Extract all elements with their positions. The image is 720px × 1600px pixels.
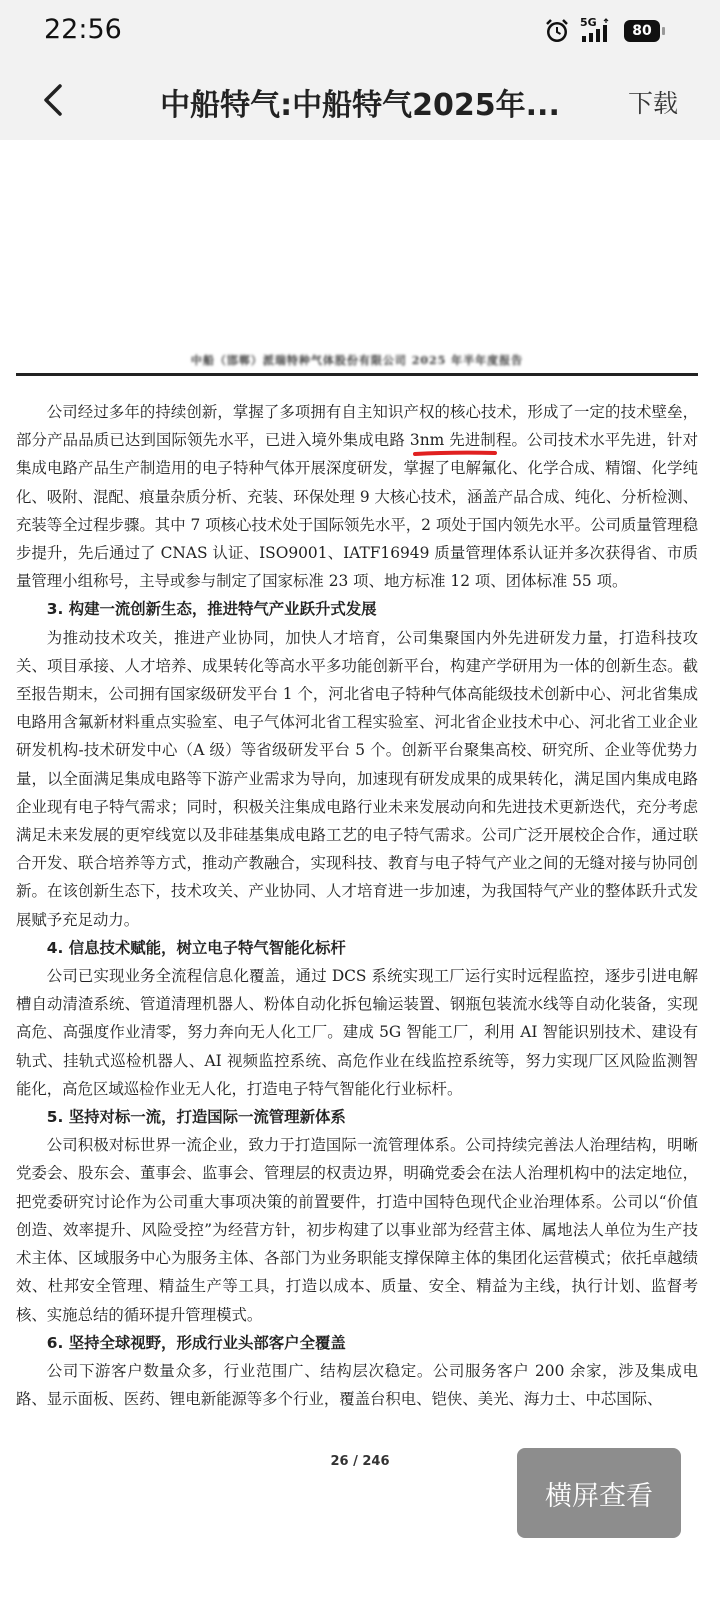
cellular-signal-icon: [580, 18, 614, 44]
alarm-icon: [544, 18, 570, 44]
top-navigation-bar: [0, 62, 720, 140]
document-body: [16, 398, 698, 1413]
back-chevron-icon[interactable]: [36, 80, 72, 120]
section-heading: 4. 信息技术赋能，树立电子特气智能化标杆: [46, 938, 346, 957]
battery-level: 80: [632, 23, 652, 39]
download-button[interactable]: 下载: [627, 89, 678, 118]
status-icons: [544, 18, 660, 44]
document-title: 中船特气:中船特气2025年...: [160, 88, 560, 120]
page-running-header: 中船（邯郸）派瑞特种气体股份有限公司 2025 年半年度报告: [190, 354, 524, 367]
header-rule: [16, 373, 698, 376]
status-time: 22:56: [44, 14, 122, 45]
red-underline-annotation: [413, 449, 497, 457]
section-heading: 3. 构建一流创新生态，推进特气产业跃升式发展: [46, 600, 377, 619]
network-type-label: 5G: [580, 16, 597, 29]
battery-cap: [662, 27, 665, 35]
page-indicator: 26 / 246: [330, 1454, 390, 1469]
section-heading: 5. 坚持对标一流，打造国际一流管理新体系: [46, 1108, 346, 1127]
status-bar: [0, 0, 720, 62]
paragraph: 公司经过多年的持续创新，掌握了多项拥有自主知识产权的核心技术，形成了一定的技术壁垒，部分产品品质已达到国际领先水平，已进入境外集成电路 3nm 先进制程。公司技术水平先进，针对集成电路产品生产制造用的电子特种气体开展深度研发，掌握了电解氟化、化学合成、精馏、化学纯化、吸附、混配、痕量杂质分析、充装、环保处理 9 大核心技术，涵盖产品合成、纯化、分析检测、充装等全过程步骤。其中 7 项核心技术处于国际领先水平，2 项处于国内领先水平。公司质量管理稳步提升，先后通过了 CNAS 认证、ISO9001、IATF16949 质量管理体系认证并多次获得省、市质量管理小组称号，主导或参与制定了国家标准 23 项、地方标准 12 项、团体标准 55 项。: [16, 403, 698, 591]
section-heading: 6. 坚持全球视野，形成行业头部客户全覆盖: [46, 1333, 346, 1352]
paragraph: 公司下游客户数量众多，行业范围广、结构层次稳定。公司服务客户 200 余家，涉及集成电路、显示面板、医药、锂电新能源等多个行业，覆盖台积电、铠侠、美光、海力士、中芯国际、: [16, 1361, 698, 1409]
battery-icon: [624, 20, 660, 42]
document-viewer[interactable]: [0, 140, 720, 1600]
paragraph: 公司已实现业务全流程信息化覆盖，通过 DCS 系统实现工厂运行实时远程监控，逐步引进电解槽自动清渣系统、管道清理机器人、粉体自动化拆包输运装置、钢瓶包装流水线等自动化装备，实现高危、高强度作业清零，努力奔向无人化工厂。建成 5G 智能工厂，利用 AI 智能识别技术、建设有轨式、挂轨式巡检机器人、AI 视频监控系统、高危作业在线监控系统等，努力实现厂区风险监测智能化，高危区域巡检作业无人化，打造电子特气智能化行业标杆。: [16, 967, 698, 1098]
paragraph: 公司积极对标世界一流企业，致力于打造国际一流管理体系。公司持续完善法人治理结构，明晰党委会、股东会、董事会、监事会、管理层的权责边界，明确党委会在法人治理机构中的法定地位，把党委研究讨论作为公司重大事项决策的前置要件，打造中国特色现代企业治理体系。公司以“价值创造、效率提升、风险受控”为经营方针，初步构建了以事业部为经营主体、属地法人单位为生产技术主体、区域服务中心为服务主体、各部门为业务职能支撑保障主体的集团化运营模式；依托卓越绩效、杜邦安全管理、精益生产等工具，打造以成本、质量、安全、精益为主线，执行计划、监督考核、实施总结的循环提升管理模式。: [16, 1136, 698, 1324]
landscape-view-button[interactable]: 横屏查看: [517, 1448, 681, 1538]
paragraph: 为推动技术攻关，推进产业协同，加快人才培育，公司集聚国内外先进研发力量，打造科技攻关、项目承接、人才培养、成果转化等高水平多功能创新平台，构建产学研用为一体的创新生态。截至报告期末，公司拥有国家级研发平台 1 个，河北省电子特种气体高能级技术创新中心、河北省集成电路用含氟新材料重点实验室、电子气体河北省工程实验室、河北省企业技术中心、河北省工业企业研发机构-技术研发中心（A 级）等省级研发平台 5 个。创新平台聚集高校、研究所、企业等优势力量，以全面满足集成电路等下游产业需求为导向，加速现有研发成果的成果转化，满足国内集成电路企业现有电子特气需求；同时，积极关注集成电路行业未来发展动向和先进技术更新迭代，充分考虑满足未来发展的更窄线宽以及非硅基集成电路工艺的电子特气需求。公司广泛开展校企合作，通过联合开发、联合培养等方式，推动产教融合，实现科技、教育与电子特气产业之间的无缝对接与协同创新。在该创新生态下，技术攻关、产业协同、人才培育进一步加速，为我国特气产业的整体跃升式发展赋予充足动力。: [16, 628, 698, 929]
